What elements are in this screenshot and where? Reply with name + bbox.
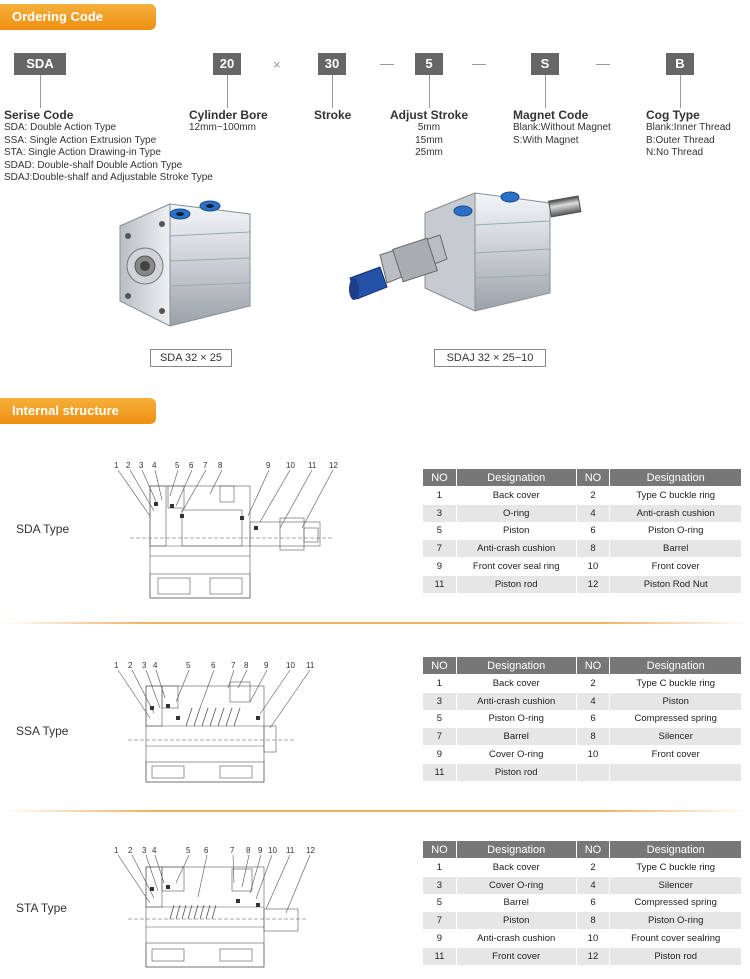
code-box-magnet: S (531, 53, 559, 75)
svg-text:3: 3 (142, 846, 147, 855)
table-row: 5 Barrel 6 Compressed spring (423, 894, 742, 912)
svg-text:7: 7 (231, 661, 236, 670)
caption-sda: SDA 32 × 25 (150, 349, 232, 367)
ssa-type-label: SSA Type (16, 724, 69, 738)
svg-text:12: 12 (306, 846, 315, 855)
cylinder-bore-title: Cylinder Bore (189, 108, 268, 122)
sda-cylinder-image (110, 186, 260, 336)
leader-stroke (332, 75, 333, 108)
sta-type-diagram (110, 843, 325, 973)
table-row: 7 Anti-crash cushion 8 Barrel (423, 540, 742, 558)
head-designation: Designation (610, 841, 742, 859)
table-row: 9 Cover O-ring 10 Front cover (423, 746, 742, 764)
svg-text:2: 2 (128, 661, 133, 670)
code-box-bore: 20 (213, 53, 241, 75)
svg-text:3: 3 (139, 461, 144, 470)
svg-text:11: 11 (286, 846, 295, 855)
cylinder-bore-lines: 12mm~100mm (189, 122, 256, 133)
table-row: 5 Piston O-ring 6 Compressed spring (423, 710, 742, 728)
table-row: 7 Piston 8 Piston O-ring (423, 912, 742, 930)
svg-text:6: 6 (204, 846, 209, 855)
svg-text:4: 4 (152, 461, 157, 470)
table-row: 7 Barrel 8 Silencer (423, 728, 742, 746)
sdaj-cylinder-image (345, 183, 585, 323)
svg-text:1: 1 (114, 846, 119, 855)
table-row: 9 Anti-crash cushion 10 Frount cover sealring (423, 930, 742, 948)
svg-text:8: 8 (218, 461, 223, 470)
cog-type-title: Cog Type (646, 108, 700, 122)
head-no: NO (423, 469, 457, 487)
svg-text:10: 10 (286, 461, 295, 470)
leader-bore (227, 75, 228, 108)
sta-parts-table (422, 840, 742, 966)
sda-parts-table (422, 468, 742, 594)
ssa-parts-table (422, 656, 742, 782)
svg-text:4: 4 (152, 846, 157, 855)
table-row: 3 Cover O-ring 4 Silencer (423, 876, 742, 894)
code-box-series: SDA (14, 53, 66, 75)
leader-series (40, 75, 41, 108)
magnet-code-lines: Blank:Without Magnet S:With Magnet (513, 122, 611, 146)
svg-text:9: 9 (266, 461, 271, 470)
table-row: 1 Back cover 2 Type C buckle ring (423, 859, 742, 877)
svg-text:6: 6 (211, 661, 216, 670)
ordering-code-header: Ordering Code (0, 4, 156, 30)
dash-1 (380, 64, 394, 65)
head-designation: Designation (610, 657, 742, 675)
magnet-code-title: Magnet Code (513, 108, 589, 122)
table-row: 11 Piston rod 12 Piston Rod Nut (423, 575, 742, 593)
svg-text:7: 7 (203, 461, 208, 470)
svg-text:10: 10 (268, 846, 277, 855)
table-row: 1 Back cover 2 Type C buckle ring (423, 487, 742, 505)
svg-text:3: 3 (142, 661, 147, 670)
svg-text:9: 9 (258, 846, 263, 855)
svg-text:1: 1 (114, 461, 119, 470)
table-row: 3 Anti-crash cushion 4 Piston (423, 692, 742, 710)
series-code-title: Serise Code (4, 108, 74, 122)
sta-type-label: STA Type (16, 901, 67, 915)
table-row: 3 O-ring 4 Anti-crash cushion (423, 504, 742, 522)
divider-1 (0, 622, 750, 624)
svg-text:2: 2 (128, 846, 133, 855)
svg-text:9: 9 (264, 661, 269, 670)
svg-text:2: 2 (126, 461, 131, 470)
svg-text:6: 6 (189, 461, 194, 470)
head-no: NO (423, 841, 457, 859)
sda-type-diagram (110, 456, 345, 602)
svg-text:5: 5 (175, 461, 180, 470)
head-no: NO (576, 657, 610, 675)
cog-type-lines: Blank:Inner Thread B:Outer Thread N:No Thread (646, 122, 731, 158)
divider-2 (0, 810, 750, 812)
svg-text:11: 11 (306, 661, 315, 670)
svg-text:4: 4 (153, 661, 158, 670)
table-row: 11 Front cover 12 Piston rod (423, 947, 742, 965)
code-box-stroke: 30 (318, 53, 346, 75)
table-row: 5 Piston 6 Piston O-ring (423, 522, 742, 540)
leader-cog (680, 75, 681, 108)
svg-text:8: 8 (244, 661, 249, 670)
svg-text:5: 5 (186, 661, 191, 670)
head-no: NO (576, 469, 610, 487)
code-box-adjust: 5 (415, 53, 443, 75)
head-designation: Designation (610, 469, 742, 487)
adjust-stroke-title: Adjust Stroke (390, 108, 469, 122)
svg-text:10: 10 (286, 661, 295, 670)
svg-text:8: 8 (246, 846, 251, 855)
table-row: 11 Piston rod (423, 763, 742, 781)
head-designation: Designation (456, 469, 576, 487)
head-designation: Designation (456, 657, 576, 675)
head-designation: Designation (456, 841, 576, 859)
leader-adjust (429, 75, 430, 108)
ssa-type-diagram (110, 658, 320, 788)
internal-structure-header: Internal structure (0, 398, 156, 424)
head-no: NO (576, 841, 610, 859)
stroke-title: Stroke (314, 108, 352, 122)
sda-type-label: SDA Type (16, 522, 70, 536)
times-sign: × (273, 57, 281, 72)
svg-text:12: 12 (329, 461, 338, 470)
series-code-lines: SDA: Double Action Type SSA: Single Action Extrusion Type STA: Single Action Drawing-in Type SDAD: Double-shalf Double Action Type SDAJ:Double-shalf and Adjustable Stroke Type (4, 122, 213, 183)
dash-2 (472, 64, 486, 65)
caption-sdaj: SDAJ 32 × 25−10 (434, 349, 546, 367)
table-row: 9 Front cover seal ring 10 Front cover (423, 558, 742, 576)
svg-text:1: 1 (114, 661, 119, 670)
svg-text:11: 11 (308, 461, 317, 470)
head-no: NO (423, 657, 457, 675)
code-box-cog: B (666, 53, 694, 75)
svg-text:5: 5 (186, 846, 191, 855)
dash-3 (596, 64, 610, 65)
table-row: 1 Back cover 2 Type C buckle ring (423, 675, 742, 693)
adjust-stroke-lines: 5mm 15mm 25mm (415, 122, 443, 158)
svg-text:7: 7 (230, 846, 235, 855)
leader-magnet (545, 75, 546, 108)
